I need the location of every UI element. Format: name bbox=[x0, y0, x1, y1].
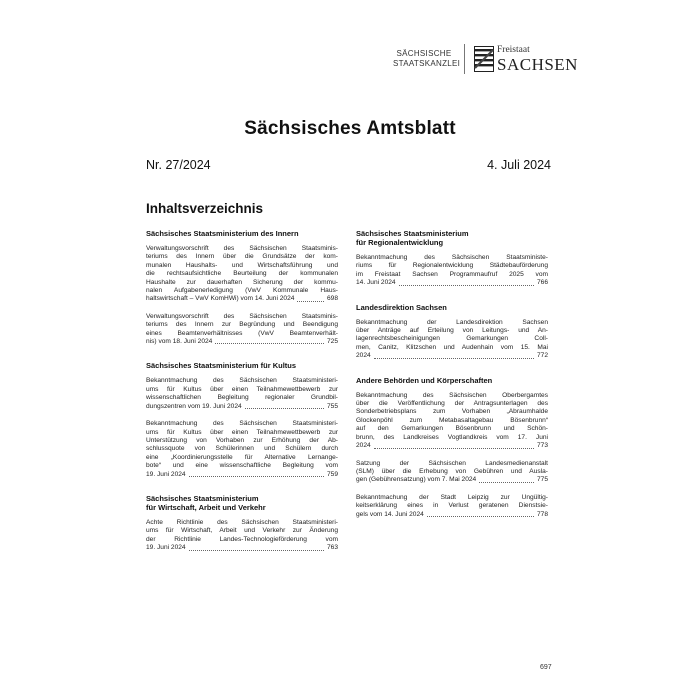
logo-divider bbox=[464, 44, 465, 74]
toc-page-number: 763 bbox=[326, 544, 338, 552]
toc-entry-last-line bbox=[146, 295, 338, 303]
header-logos bbox=[393, 44, 578, 74]
toc-entry-last-line bbox=[146, 338, 338, 346]
toc-entry-text: 19. Juni 2024 bbox=[146, 544, 186, 552]
toc-entry-line: Verwaltungsvorschrift des Sächsischen Staatsminis- bbox=[146, 312, 338, 320]
toc-entry-line: wissenschaftlichen Begleitung regionaler Grundbil- bbox=[146, 394, 338, 402]
dot-leader bbox=[479, 482, 534, 483]
state-logo bbox=[497, 45, 578, 74]
toc-page-number: 778 bbox=[536, 510, 548, 518]
section-gap bbox=[356, 528, 548, 534]
section-heading-line: Andere Behörden und Körperschaften bbox=[356, 375, 493, 385]
toc-entry[interactable] bbox=[146, 313, 338, 347]
toc-entry[interactable] bbox=[146, 377, 338, 411]
toc-entry-line: schlussquote von Schülerinnen und Schülern durch bbox=[146, 445, 338, 453]
section-heading-line: Sächsisches Staatsministerium des Innern bbox=[146, 229, 299, 238]
toc-page-number: 698 bbox=[326, 295, 338, 303]
toc-entry[interactable] bbox=[356, 392, 548, 451]
toc-entry-line: der Richtlinie Landes-Technologieförderung vom bbox=[146, 535, 338, 543]
dot-leader bbox=[427, 516, 534, 517]
toc-entry[interactable] bbox=[146, 420, 338, 479]
toc-entry-line: Bekanntmachung des Sächsischen Staatsministeri- bbox=[146, 420, 338, 428]
toc-entry-last-line bbox=[356, 511, 548, 519]
section-gap bbox=[146, 562, 338, 568]
section-heading-line: Sächsisches Staatsministerium für Kultus bbox=[146, 361, 297, 371]
toc-entry-line: teriums des Innern über die Grundsätze der kom- bbox=[146, 253, 338, 261]
toc-entry-line: Satzung der Sächsischen Landesmedienanstalt bbox=[356, 459, 548, 467]
dot-leader bbox=[297, 301, 324, 302]
toc-entry-text: gen (Gebührensatzung) vom 7. Mai 2024 bbox=[356, 476, 477, 484]
toc-entry-line: auf den Gemarkungen Bösenbrunn und Schön- bbox=[356, 425, 548, 433]
dot-leader bbox=[215, 343, 324, 344]
state-line-2: SACHSEN bbox=[497, 54, 578, 74]
toc-entry-line: Bekanntmachung des Sächsischen Staatsministe- bbox=[356, 254, 548, 261]
toc-section-heading bbox=[356, 376, 548, 385]
toc-heading: Inhaltsverzeichnis bbox=[146, 201, 264, 216]
toc-entry-line: (SLM) über die Erhebung von Gebühren und Ausla- bbox=[356, 467, 548, 475]
toc-page-number: 773 bbox=[536, 442, 548, 450]
toc-entry-last-line bbox=[356, 476, 548, 484]
toc-right-column bbox=[356, 229, 548, 534]
section-heading-line: Sächsisches Staatsministerium bbox=[146, 493, 259, 503]
toc-entry-last-line bbox=[146, 544, 338, 552]
toc-entry-line: keitserklärung eines in Verlust geratenen Dienstsie- bbox=[356, 502, 548, 510]
page-title: Sächsisches Amtsblatt bbox=[244, 118, 456, 139]
toc-entry-text: nis) vom 18. Juni 2024 bbox=[146, 338, 213, 346]
toc-section-heading bbox=[356, 303, 548, 312]
toc-page-number: 772 bbox=[536, 352, 548, 360]
toc-entry-line: die rechtsaufsichtliche Beurteilung der kommunalen bbox=[146, 270, 338, 278]
ministry-line-1: SÄCHSISCHE bbox=[396, 49, 452, 58]
section-heading-line: Landesdirektion Sachsen bbox=[356, 302, 447, 312]
dot-leader bbox=[189, 476, 324, 477]
toc-entry-line: Bekanntmachung des Sächsischen Staatsministeri- bbox=[146, 377, 338, 385]
toc-entry-line: eines Beamtenverhältnisses (VwV Beamtenverhält- bbox=[146, 329, 338, 337]
state-line-1: Freistaat bbox=[497, 44, 530, 55]
toc-page-number: 755 bbox=[326, 402, 338, 410]
issue-date: 4. Juli 2024 bbox=[487, 158, 551, 172]
toc-entry-line: eine „Koordinierungsstelle für Alternative Lernange- bbox=[146, 453, 338, 461]
toc-entry-line: ums für Kultus über einen Teilnahmewettbewerb zur bbox=[146, 428, 338, 436]
toc-entry-line: Bekanntmachung der Landesdirektion Sachsen bbox=[356, 318, 548, 326]
toc-entry-line: ums für Wirtschaft, Arbeit und Verkehr zur Änderung bbox=[146, 527, 338, 535]
section-heading-line: für Wirtschaft, Arbeit und Verkehr bbox=[146, 502, 266, 512]
toc-entry-line: munalen Haushalts- und Wirtschaftsführung und bbox=[146, 261, 338, 269]
toc-page-number: 766 bbox=[536, 279, 548, 287]
toc-section-heading bbox=[146, 494, 338, 512]
toc-entry-last-line bbox=[146, 471, 338, 479]
toc-entry-line: nalen Aufgabenerledigung (VwV Kommunale Haus- bbox=[146, 287, 338, 295]
toc-entry-text: 14. Juni 2024 bbox=[356, 279, 396, 287]
issue-number: Nr. 27/2024 bbox=[146, 158, 211, 172]
toc-entry-line: teriums des Innern zur Begründung und Beendigung bbox=[146, 321, 338, 329]
toc-entry-line: Verwaltungsvorschrift des Sächsischen Staatsminis- bbox=[146, 245, 338, 252]
section-heading-line: Sächsisches Staatsministerium bbox=[356, 229, 469, 238]
toc-entry-line: Bekanntmachung des Sächsischen Oberbergamtes bbox=[356, 391, 548, 399]
toc-entry-text: gels vom 14. Juni 2024 bbox=[356, 510, 424, 518]
toc-page-number: 775 bbox=[536, 476, 548, 484]
toc-entry-text: haltswirtschaft – VwV KomHWi) vom 14. Juni 2024 bbox=[146, 295, 295, 303]
toc-entry-last-line bbox=[356, 352, 548, 360]
toc-entry-line: bote“ und eine wissenschaftliche Begleitung vom bbox=[146, 462, 338, 470]
page-number: 697 bbox=[540, 664, 552, 671]
toc-entry-line: lagenrechtsbescheinigungen Gemarkungen Coll- bbox=[356, 335, 548, 343]
toc-entry-line: Achte Richtlinie des Sächsischen Staatsministeri- bbox=[146, 518, 338, 526]
toc-section-heading bbox=[356, 229, 548, 247]
toc-entry-last-line bbox=[356, 279, 548, 287]
toc-left-column bbox=[146, 229, 338, 568]
toc-entry-last-line bbox=[356, 442, 548, 450]
toc-entry-last-line bbox=[146, 403, 338, 411]
toc-section-heading bbox=[146, 361, 338, 370]
toc-page-number: 759 bbox=[326, 470, 338, 478]
coat-of-arms-icon bbox=[474, 46, 494, 72]
toc-entry-line: über die Veröffentlichung der Antragsunterlagen des bbox=[356, 400, 548, 408]
toc-entry-line: brunn, des Landkreises Vogtlandkreis vom 17. Juni bbox=[356, 433, 548, 441]
toc-entry-line: men, Canitz, Klitzschen und Audenhain vom 15. Mai bbox=[356, 343, 548, 351]
toc-entry-line: Unterstützung von Vorhaben zur Erhöhung der Ab- bbox=[146, 436, 338, 444]
toc-entry-text: 2024 bbox=[356, 352, 371, 360]
dot-leader bbox=[189, 550, 324, 551]
toc-page-number: 725 bbox=[326, 338, 338, 346]
section-heading-line: für Regionalentwicklung bbox=[356, 238, 444, 247]
toc-entry-line: Bekanntmachung der Stadt Leipzig zur Ungültig- bbox=[356, 493, 548, 501]
toc-entry-line: Sonderbetriebsplans zum Vorhaben „Abraumhalde bbox=[356, 408, 548, 416]
toc-entry-line: Haushalte zur dauerhaften Sicherung der kommu- bbox=[146, 278, 338, 286]
dot-leader bbox=[374, 358, 534, 359]
toc-entry-text: 19. Juni 2024 bbox=[146, 470, 186, 478]
toc-entry[interactable] bbox=[146, 245, 338, 304]
toc-entry-line: über Anträge auf Erteilung von Leitungs- und An- bbox=[356, 327, 548, 335]
toc-section-heading bbox=[146, 229, 338, 238]
toc-entry[interactable] bbox=[146, 519, 338, 553]
toc-entry[interactable] bbox=[356, 460, 548, 485]
toc-entry-line: im Freistaat Sachsen Programmaufruf 2025 vom bbox=[356, 270, 548, 278]
ministry-logo bbox=[393, 49, 461, 69]
dot-leader bbox=[245, 408, 324, 409]
toc-entry-text: dungszentren vom 19. Juni 2024 bbox=[146, 402, 242, 410]
ministry-line-2: STAATSKANZLEI bbox=[393, 59, 461, 68]
toc-entry[interactable] bbox=[356, 319, 548, 361]
toc-entry[interactable] bbox=[356, 494, 548, 519]
toc-entry-line: Glockenpöhl zum Metabasaltagebau Bösenbrunn“ bbox=[356, 416, 548, 424]
toc-entry-line: riums für Regionalentwicklung Städtebauförderung bbox=[356, 262, 548, 270]
toc-entry-line: ums für Kultus über einen Teilnahmewettbewerb zur bbox=[146, 385, 338, 393]
toc-entry-text: 2024 bbox=[356, 442, 371, 450]
dot-leader bbox=[374, 448, 534, 449]
toc-entry[interactable] bbox=[356, 254, 548, 288]
dot-leader bbox=[399, 285, 534, 286]
